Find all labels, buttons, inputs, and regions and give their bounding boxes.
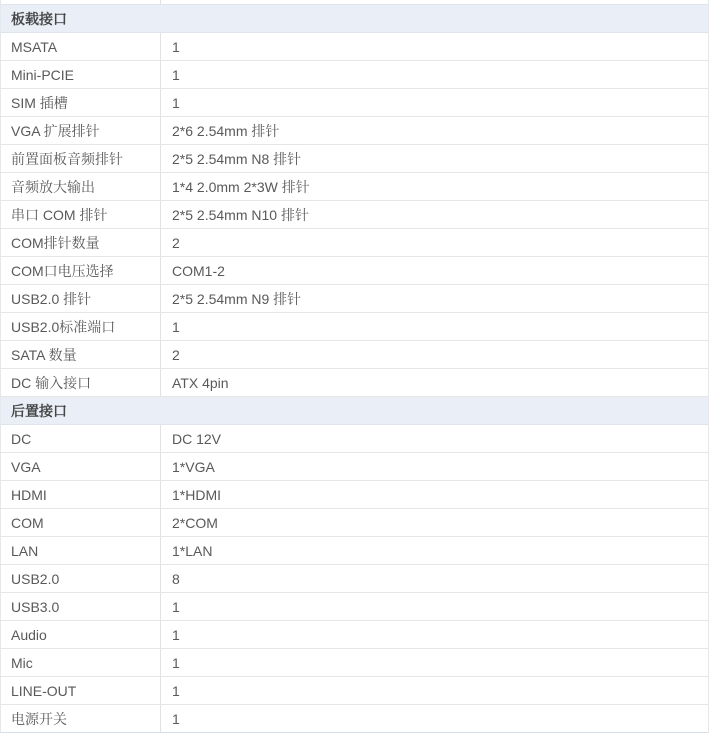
table-row [1, 145, 708, 173]
section-header-onboard [1, 5, 708, 33]
spec-label-cell: 串口 COM 排针 [1, 201, 161, 228]
table-row [1, 565, 708, 593]
table-row [1, 481, 708, 509]
table-row [1, 621, 708, 649]
spec-value-cell: 1 [172, 654, 180, 671]
spec-label-cell: USB2.0 排针 [1, 285, 161, 312]
table-row [1, 453, 708, 481]
spec-value-cell: 2*COM [172, 514, 218, 531]
spec-label-cell: LINE-OUT [1, 677, 161, 704]
spec-value-cell: 1 [172, 38, 180, 55]
spec-value-cell: 2*5 2.54mm N9 排针 [172, 290, 302, 307]
section-title: 板载接口 [11, 10, 67, 27]
spec-value-cell: 1 [172, 66, 180, 83]
spec-label-cell: USB3.0 [1, 593, 161, 620]
table-row [1, 313, 708, 341]
spec-value-cell: 1*VGA [172, 458, 215, 475]
spec-value-cell: 2*5 2.54mm N8 排针 [172, 150, 302, 167]
spec-label-cell: VGA 扩展排针 [1, 117, 161, 144]
spec-label-cell: USB2.0 [1, 565, 161, 592]
spec-value-cell: 2*5 2.54mm N10 排针 [172, 206, 309, 223]
spec-value-cell: 2 [172, 346, 180, 363]
clipped-value-cell [161, 0, 708, 4]
spec-label-cell: USB2.0标准端口 [1, 313, 161, 340]
table-row [1, 229, 708, 257]
table-row [1, 705, 708, 733]
spec-value-cell: 1 [172, 94, 180, 111]
table-row [1, 341, 708, 369]
table-row [1, 257, 708, 285]
spec-value-cell: 2*6 2.54mm 排针 [172, 122, 280, 139]
spec-label-cell: Mini-PCIE [1, 61, 161, 88]
spec-label-cell: VGA [1, 453, 161, 480]
spec-value-cell: 1 [172, 598, 180, 615]
clipped-label-cell [1, 0, 161, 4]
spec-value-cell: 1 [172, 318, 180, 335]
spec-value-cell: 1 [172, 682, 180, 699]
spec-value-cell: 1*HDMI [172, 486, 222, 503]
spec-label-cell: SIM 插槽 [1, 89, 161, 116]
spec-value-cell: 8 [172, 570, 180, 587]
table-row [1, 89, 708, 117]
table-row [1, 677, 708, 705]
spec-value-cell: 1*LAN [172, 542, 213, 559]
section-title: 后置接口 [11, 402, 67, 419]
table-row [1, 509, 708, 537]
spec-label-cell: DC 输入接口 [1, 369, 161, 396]
table-row [1, 369, 708, 397]
spec-label-cell: 前置面板音频排针 [1, 145, 161, 172]
table-row [1, 173, 708, 201]
spec-value-cell: 1 [172, 626, 180, 643]
table-row [1, 649, 708, 677]
spec-value-cell: 1 [172, 710, 180, 727]
spec-label-cell: MSATA [1, 33, 161, 60]
table-row [1, 425, 708, 453]
spec-label-cell: Audio [1, 621, 161, 648]
table-row [1, 593, 708, 621]
spec-label-cell: Mic [1, 649, 161, 676]
section-header-rear [1, 397, 708, 425]
table-row [1, 117, 708, 145]
spec-label-cell: LAN [1, 537, 161, 564]
spec-value-cell: COM1-2 [172, 262, 225, 279]
table-row [1, 201, 708, 229]
spec-label-cell: COM排针数量 [1, 229, 161, 256]
spec-label-cell: 音频放大输出 [1, 173, 161, 200]
table-row [1, 285, 708, 313]
spec-value-cell: DC 12V [172, 430, 222, 447]
spec-value-cell: ATX 4pin [172, 374, 229, 391]
spec-label-cell: DC [1, 425, 161, 452]
spec-label-cell: SATA 数量 [1, 341, 161, 368]
spec-value-cell: 2 [172, 234, 180, 251]
spec-label-cell: HDMI [1, 481, 161, 508]
spec-label-cell: COM口电压选择 [1, 257, 161, 284]
spec-label-cell: COM [1, 509, 161, 536]
table-row [1, 537, 708, 565]
spec-label-cell: 电源开关 [1, 705, 161, 732]
table-row [1, 61, 708, 89]
table-row [1, 33, 708, 61]
spec-value-cell: 1*4 2.0mm 2*3W 排针 [172, 178, 310, 195]
